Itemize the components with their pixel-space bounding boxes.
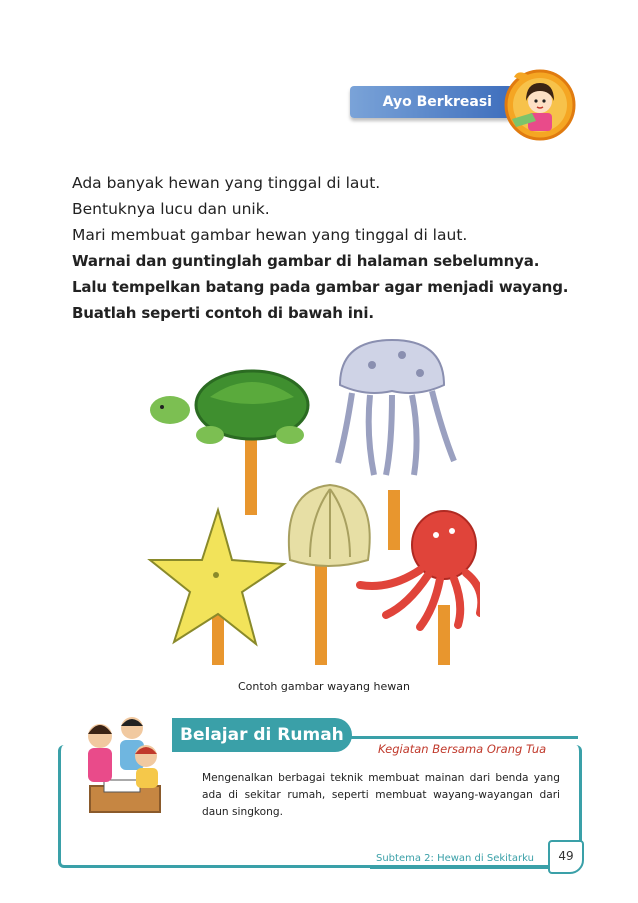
home-section-body: Mengenalkan berbagai teknik membuat mainan dari benda yang ada di sekitar rumah, seperti membuat wayang-wayangan dari daun singkong.	[202, 772, 560, 818]
animal-puppets-illustration	[140, 335, 480, 665]
puppet-stick	[438, 605, 450, 665]
family-studying-icon	[60, 706, 180, 836]
instruction-line: Ada banyak hewan yang tinggal di laut.	[72, 174, 381, 192]
turtle-icon	[150, 371, 308, 444]
section-banner	[350, 86, 510, 118]
subtheme-label: Subtema 2: Hewan di Sekitarku	[376, 853, 534, 864]
home-section-subtitle: Kegiatan Bersama Orang Tua	[378, 742, 547, 756]
instruction-line: Buatlah seperti contoh di bawah ini.	[72, 304, 374, 322]
shell-icon	[289, 485, 370, 566]
instruction-line: Bentuknya lucu dan unik.	[72, 200, 270, 218]
jellyfish-icon	[338, 340, 454, 475]
banner-label: Ayo Berkreasi	[382, 94, 492, 110]
instruction-line: Mari membuat gambar hewan yang tinggal di laut.	[72, 226, 468, 244]
octopus-icon	[360, 511, 480, 627]
puppet-stick	[315, 555, 327, 665]
home-section-title: Belajar di Rumah	[180, 725, 344, 745]
instruction-line: Warnai dan guntinglah gambar di halaman sebelumnya.	[72, 252, 540, 270]
puppet-stick	[388, 490, 400, 550]
divider	[350, 736, 578, 739]
girl-mascot-icon	[498, 65, 578, 145]
page-number: 49	[548, 840, 584, 874]
divider	[370, 868, 550, 869]
instruction-text	[72, 170, 592, 326]
instruction-line: Lalu tempelkan batang pada gambar agar menjadi wayang.	[72, 278, 569, 296]
illustration-caption: Contoh gambar wayang hewan	[238, 680, 410, 693]
